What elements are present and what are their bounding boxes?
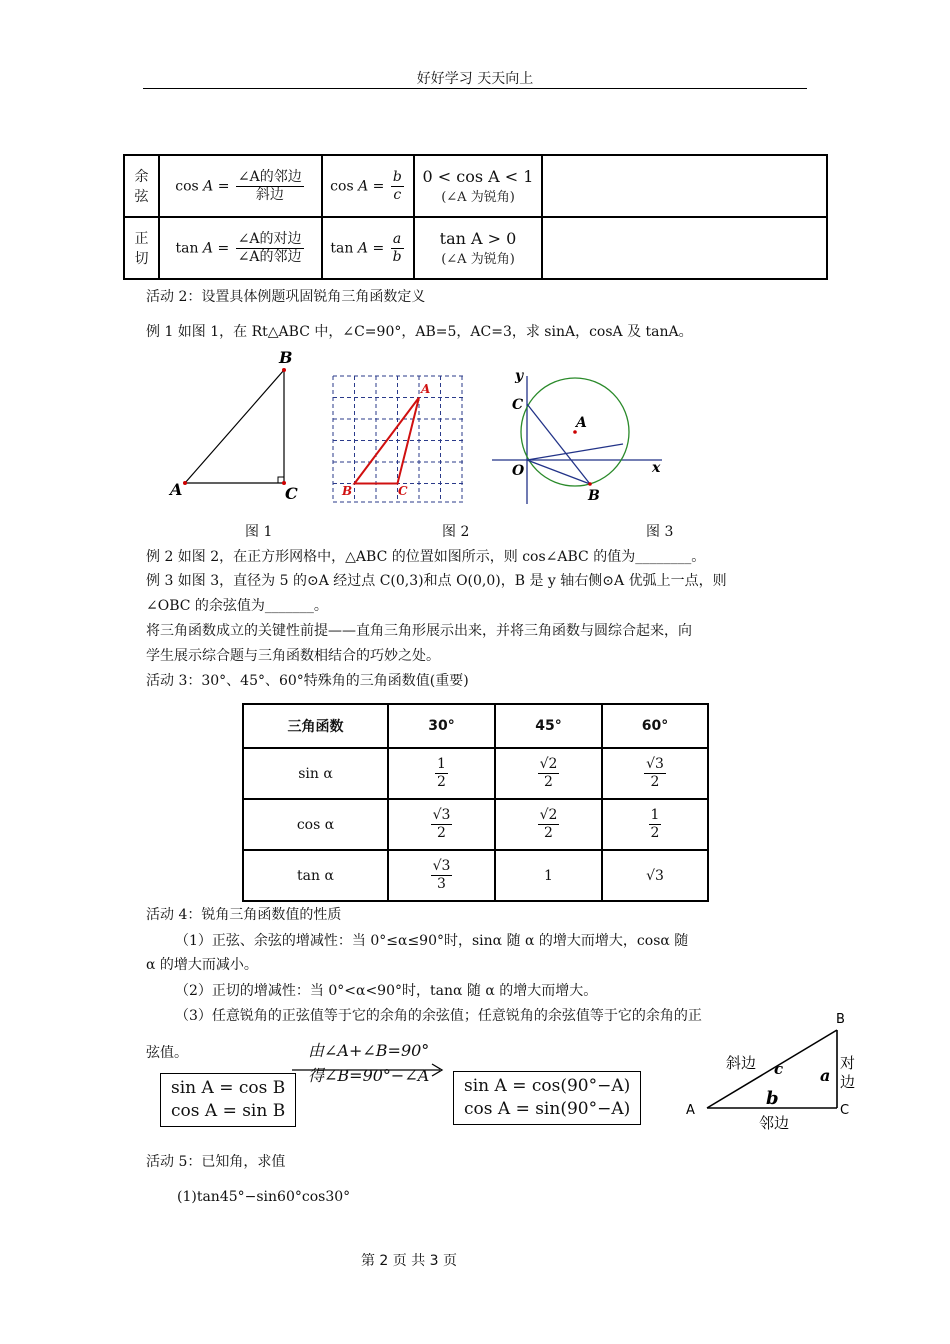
ratio-cell: tan A = $\frac{a}{b}$ — [322, 217, 414, 279]
table-row: cos α $\frac{√3}{2}$ $\frac{√2}{2}$ $\frac{1}{2}$ — [243, 799, 708, 850]
fig3-label-y: y — [515, 368, 524, 384]
fraction: $\frac{√2}{2}$ — [539, 756, 558, 790]
svg-text:对: 对 — [840, 1054, 856, 1072]
activity-4-heading: 活动 4：锐角三角函数值的性质 — [146, 907, 342, 923]
svg-text:邻边: 邻边 — [759, 1114, 790, 1132]
svg-text:边: 边 — [840, 1073, 856, 1091]
function-name-cell: 余 弦 — [124, 155, 159, 217]
arrow-condition-top: 由∠A+∠B=90° — [308, 1041, 430, 1060]
fig1-label-c: C — [285, 484, 298, 503]
fraction: $\frac{√3}{2}$ — [646, 756, 664, 790]
svg-text:B: B — [836, 1012, 845, 1027]
table-row — [124, 155, 827, 217]
table-row — [124, 217, 827, 279]
svg-text:斜边: 斜边 — [726, 1054, 757, 1072]
range-cell: tan A > 0 (∠A 为锐角) — [414, 217, 542, 279]
activity-5-heading: 活动 5：已知角，求值 — [146, 1154, 286, 1170]
example-1: 例 1 如图 1，在 Rt△ABC 中，∠C=90°，AB=5，AC=3，求 sinA，cosA 及 tanA。 — [146, 324, 693, 340]
property-1-line-2: α 的增大而减小。 — [146, 957, 258, 973]
property-1-line-1: （1）正弦、余弦的增减性：当 0°≤α≤90°时，sinα 随 α 的增大而增大，cosα 随 — [175, 933, 689, 949]
svg-text:C: C — [840, 1103, 850, 1118]
svg-text:c: c — [774, 1060, 784, 1078]
fig3-label-x: x — [652, 460, 661, 476]
fraction: $\frac{√3}{3}$ — [432, 858, 451, 892]
figure-1-caption: 图 1 — [245, 524, 273, 540]
fig2-label-a: A — [421, 382, 431, 396]
figure-2 — [330, 373, 466, 505]
header-rule — [143, 88, 807, 89]
page-footer: 第 2 页 共 3 页 — [360, 1253, 458, 1269]
fig2-label-c: C — [398, 484, 408, 498]
activity-3-heading: 活动 3：30°、45°、60°特殊角的三角函数值(重要) — [146, 673, 469, 689]
fraction: $\frac{\text{∠A的对边}}{\text{∠A的邻边}}$ — [237, 230, 302, 265]
definition-cell: tan A = $\frac{\text{∠A的对边}}{\text{∠A的邻边}}$ — [159, 217, 322, 279]
fraction: $\frac{√2}{2}$ — [539, 807, 558, 841]
summary-line-2: 学生展示综合题与三角函数相结合的巧妙之处。 — [146, 648, 440, 664]
fig1-label-b: B — [279, 348, 293, 367]
empty-cell — [542, 155, 827, 217]
example-2: 例 2 如图 2，在正方形网格中，△ABC 的位置如图所示，则 cos∠ABC 的值为________。 — [146, 549, 706, 565]
fraction: $\frac{\text{∠A的邻边}}{\text{斜边}}$ — [237, 168, 302, 203]
right-triangle-diagram — [680, 1008, 870, 1133]
fraction: $\frac{√3}{2}$ — [432, 807, 451, 841]
figure-3 — [487, 362, 672, 510]
empty-cell — [542, 217, 827, 279]
special-angle-table — [242, 703, 709, 902]
figure-2-caption: 图 2 — [442, 524, 470, 540]
identity-box-right: sin A = cos(90°−A) cos A = sin(90°−A) — [453, 1071, 641, 1125]
figure-3-caption: 图 3 — [646, 524, 674, 540]
property-2: （2）正切的增减性：当 0°<α<90°时，tanα 随 α 的增大而增大。 — [175, 983, 598, 999]
property-3-line-1: （3）任意锐角的正弦值等于它的余角的余弦值；任意锐角的余弦值等于它的余角的正 — [175, 1008, 702, 1024]
question-1: (1)tan45°−sin60°cos30° — [177, 1189, 351, 1205]
figure-1 — [165, 345, 310, 510]
fraction: $\frac{1}{2}$ — [437, 756, 446, 790]
range-cell: 0 < cos A < 1 (∠A 为锐角) — [414, 155, 542, 217]
fraction: $\frac{b}{c}$ — [392, 168, 402, 203]
page-header: 好好学习 天天向上 — [416, 71, 534, 87]
example-3-line-2: ∠OBC 的余弦值为_______。 — [146, 598, 328, 614]
fig3-label-b: B — [588, 488, 600, 504]
svg-text:a: a — [820, 1066, 831, 1085]
fig2-label-b: B — [342, 484, 353, 498]
arrow-condition-bottom: 得∠B=90°−∠A — [308, 1066, 430, 1085]
fig3-label-o: O — [512, 463, 525, 479]
property-3-line-2: 弦值。 — [146, 1045, 188, 1061]
svg-text:A: A — [686, 1103, 695, 1118]
table-row: sin α $\frac{1}{2}$ $\frac{√2}{2}$ $\frac{√3}{2}$ — [243, 748, 708, 799]
fraction: $\frac{1}{2}$ — [650, 807, 660, 841]
example-3-line-1: 例 3 如图 3，直径为 5 的⊙A 经过点 C(0,3)和点 O(0,0)，B 是 y 轴右侧⊙A 优弧上一点，则 — [146, 573, 727, 589]
trig-definition-table — [123, 154, 828, 280]
svg-text:b: b — [766, 1088, 779, 1109]
fig3-label-c: C — [512, 397, 524, 413]
fig3-label-a: A — [576, 415, 587, 431]
identity-box-left: sin A = cos B cos A = sin B — [160, 1073, 296, 1127]
activity-2-heading: 活动 2：设置具体例题巩固锐角三角函数定义 — [146, 289, 426, 305]
definition-cell: cos A = $\frac{\text{∠A的邻边}}{\text{斜边}}$ — [159, 155, 322, 217]
table-row: tan α $\frac{√3}{3}$ 1 √3 — [243, 850, 708, 901]
fraction: $\frac{a}{b}$ — [392, 230, 402, 265]
table-header-row: 三角函数 30° 45° 60° — [243, 704, 708, 748]
fig1-label-a: A — [170, 480, 183, 499]
summary-line-1: 将三角函数成立的关键性前提——直角三角形展示出来，并将三角函数与圆综合起来，向 — [146, 623, 692, 639]
ratio-cell: cos A = $\frac{b}{c}$ — [322, 155, 414, 217]
function-name-cell: 正 切 — [124, 217, 159, 279]
